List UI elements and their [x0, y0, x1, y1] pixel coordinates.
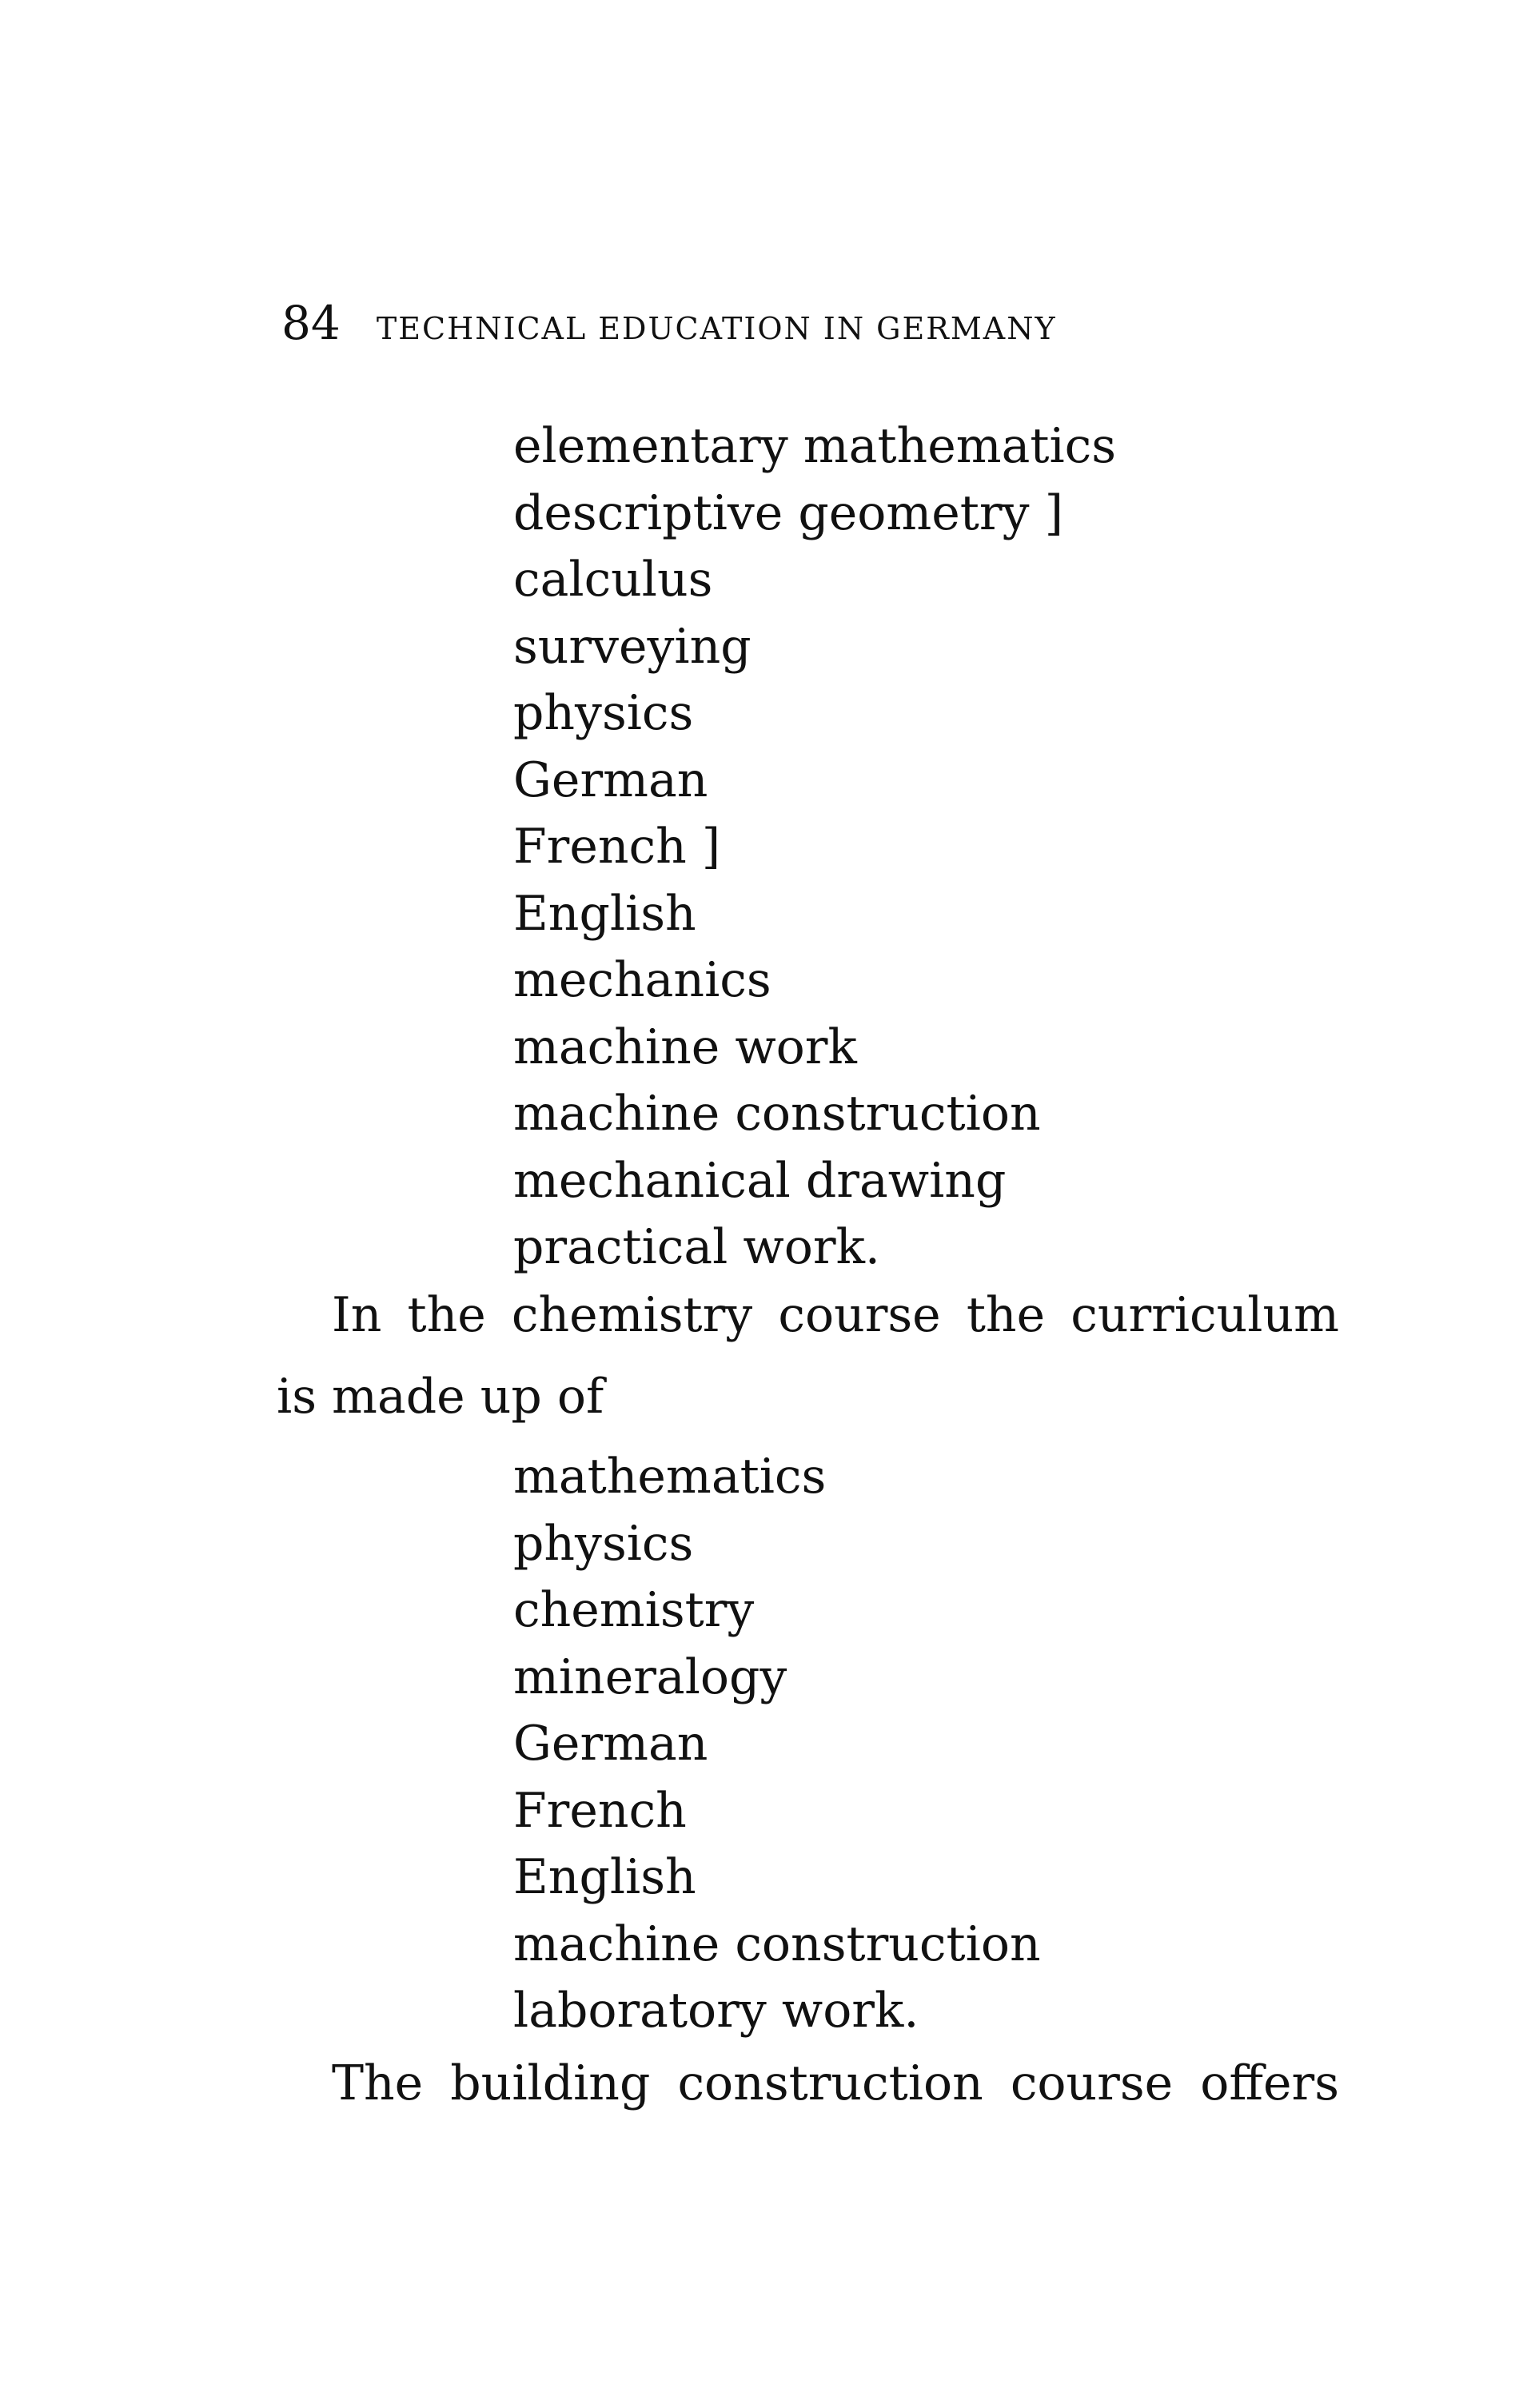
list-item: machine construction [513, 1916, 1041, 1972]
running-head [281, 296, 1321, 352]
page-number: 84 [281, 296, 341, 350]
list-item: machine work [513, 1019, 857, 1075]
list-item: calculus [513, 552, 713, 608]
list-item: practical work. [513, 1219, 880, 1275]
list-item: chemistry [513, 1582, 755, 1638]
list-item: surveying [513, 618, 752, 675]
list-item: mathematics [513, 1449, 827, 1505]
list-item: physics [513, 685, 694, 741]
list-item: German [513, 1716, 708, 1772]
list-item: English [513, 1849, 696, 1905]
list-item: descriptive geometry ] [513, 484, 1063, 541]
list-item: physics [513, 1515, 694, 1572]
chemistry-course-subject-list [513, 1444, 1041, 2045]
chemistry-intro-line-1: In the chemistry course the curriculum [332, 1287, 1339, 1343]
building-intro-line: The building construction course offers [332, 2055, 1339, 2111]
chemistry-intro-line-2: is made up of [277, 1369, 604, 1425]
list-item: elementary mathematics [513, 418, 1117, 474]
list-item: French [513, 1782, 687, 1839]
list-item: mineralogy [513, 1649, 787, 1705]
list-item: English [513, 885, 696, 942]
list-item: machine construction [513, 1086, 1041, 1142]
list-item: laboratory work. [513, 1983, 919, 2039]
running-head-title: TECHNICAL EDUCATION IN GERMANY [376, 311, 1057, 346]
machine-course-subject-list [513, 413, 1116, 1282]
list-item: German [513, 752, 708, 808]
list-item: mechanical drawing [513, 1152, 1007, 1209]
list-item: French ] [513, 819, 721, 875]
list-item: mechanics [513, 952, 771, 1008]
